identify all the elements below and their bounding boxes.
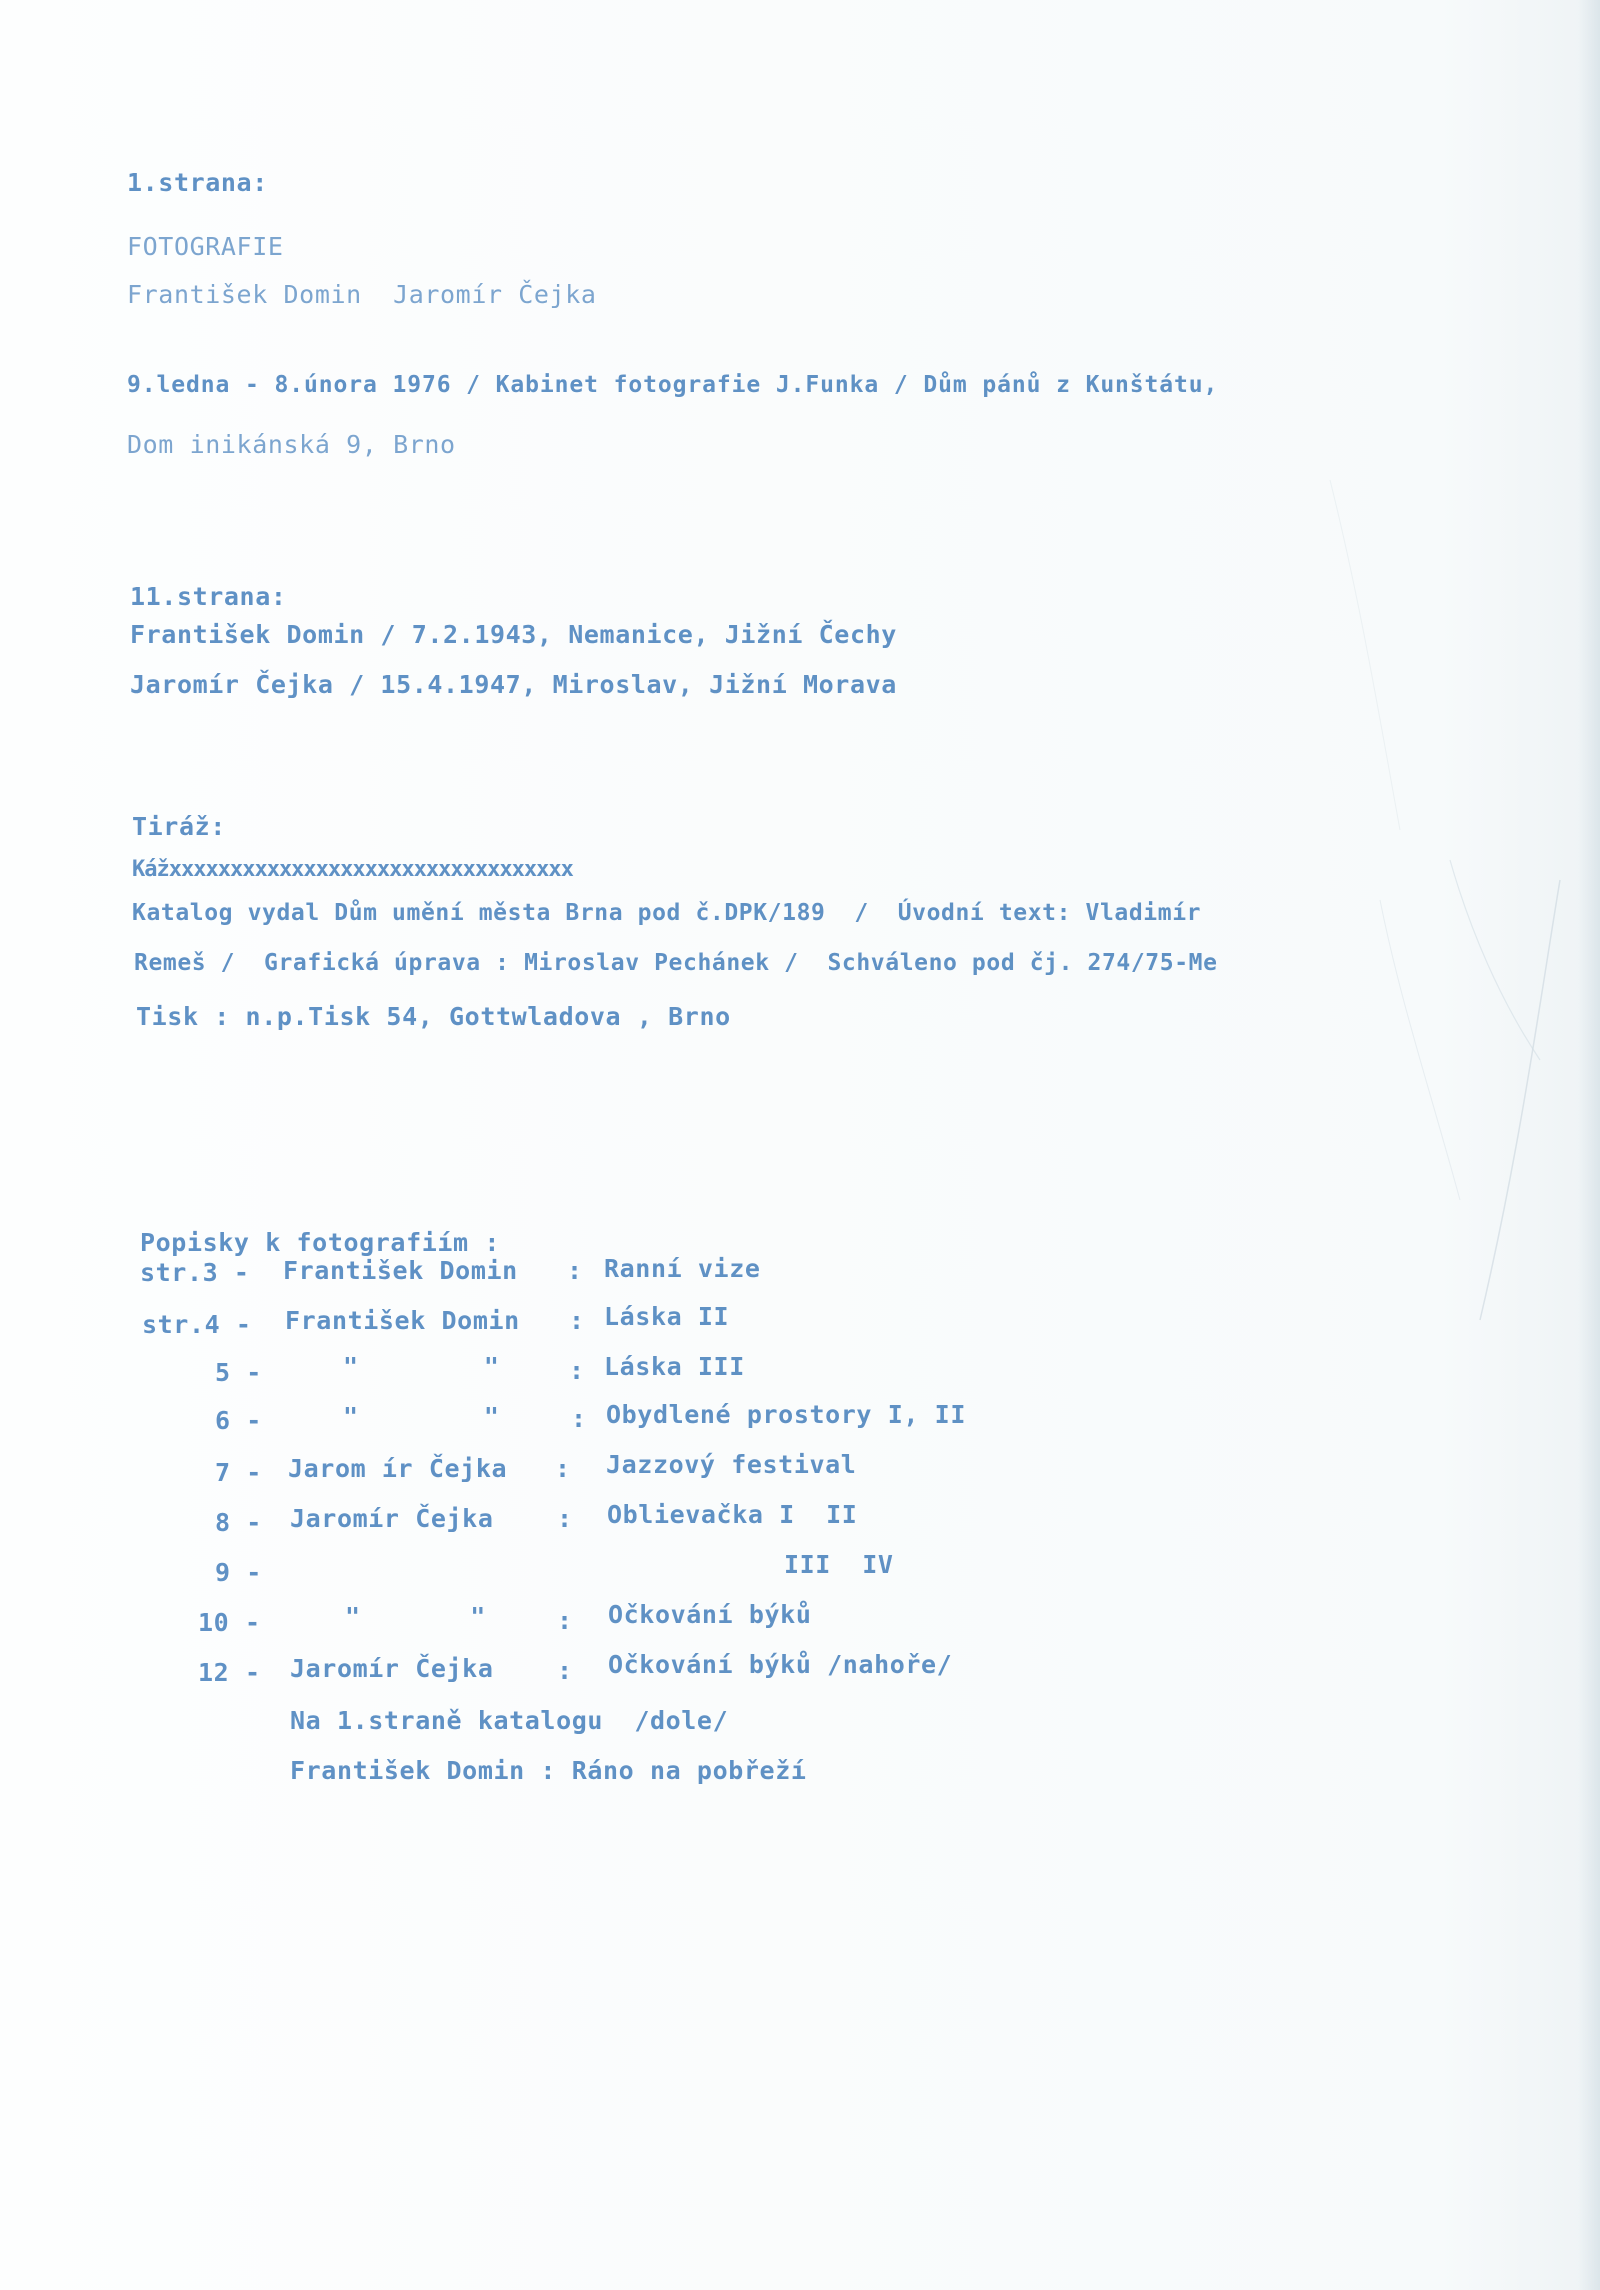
caption-separator: : [557,1504,573,1533]
exhibition-line-1: 9.ledna - 8.února 1976 / Kabinet fotografie J.Funka / Dům pánů z Kunštátu, [127,372,1219,398]
title-fotografie: FOTOGRAFIE [127,232,284,261]
caption-number: 7 - [215,1458,262,1487]
caption-title: Oblievačka I II [607,1500,858,1529]
caption-author: " " [343,1352,500,1381]
caption-separator: : [569,1306,585,1335]
caption-title: Očkování býků [608,1600,812,1629]
caption-title: Láska III [604,1352,745,1381]
authors-line: František Domin Jaromír Čejka [127,280,597,309]
caption-number: 6 - [215,1406,262,1435]
caption-author: " " [345,1602,486,1631]
caption-number: 10 - [198,1608,261,1637]
caption-number: 12 - [198,1658,261,1687]
caption-number: 8 - [215,1508,262,1537]
imprint-line-3: Tisk : n.p.Tisk 54, Gottwladova , Brno [136,1002,731,1031]
caption-separator: : [555,1454,571,1483]
caption-title: Jazzový festival [606,1450,857,1479]
caption-author: Jaromír Čejka [290,1654,494,1683]
struck-out-line: Kážxxxxxxxxxxxxxxxxxxxxxxxxxxxxxxxxx [132,857,573,882]
caption-title: III IV [784,1550,894,1579]
caption-author: František Domin [283,1256,518,1285]
imprint-line-2: Remeš / Grafická úprava : Miroslav Pechánek / Schváleno pod čj. 274/75-Me [134,950,1218,976]
caption-separator: : [557,1606,573,1635]
caption-separator: : [571,1404,587,1433]
caption-author: " " [343,1402,500,1431]
page2-heading: 11.strana: [130,582,287,611]
imprint-line-1: Katalog vydal Dům umění města Brna pod č.DPK/189 / Úvodní text: Vladimír [132,900,1202,926]
caption-separator: : [557,1656,573,1685]
page1-heading: 1.strana: [127,168,268,197]
caption-number: 9 - [215,1558,262,1587]
caption-number: str.4 - [142,1310,252,1339]
biography-cejka: Jaromír Čejka / 15.4.1947, Miroslav, Jižní Morava [130,670,897,699]
caption-separator: : [569,1356,585,1385]
caption-separator: : [567,1256,583,1285]
caption-author: Jarom ír Čejka [288,1454,508,1483]
caption-number: str.3 - [140,1258,250,1287]
catalog-cover-note: Na 1.straně katalogu /dole/ [290,1706,729,1735]
caption-author: František Domin [285,1306,520,1335]
caption-title: Obydlené prostory I, II [606,1400,966,1429]
biography-domin: František Domin / 7.2.1943, Nemanice, Jižní Čechy [130,620,897,649]
caption-title: Ranní vize [604,1254,761,1283]
caption-author: Jaromír Čejka [290,1504,494,1533]
caption-title: Láska II [604,1302,730,1331]
cover-photo-caption: František Domin : Ráno na pobřeží [290,1756,807,1785]
exhibition-line-2: Dom inikánská 9, Brno [127,430,456,459]
captions-heading: Popisky k fotografiím : [140,1228,500,1257]
tiraz-heading: Tiráž: [132,812,226,841]
caption-title: Očkování býků /nahoře/ [608,1650,953,1679]
caption-number: 5 - [215,1358,262,1387]
